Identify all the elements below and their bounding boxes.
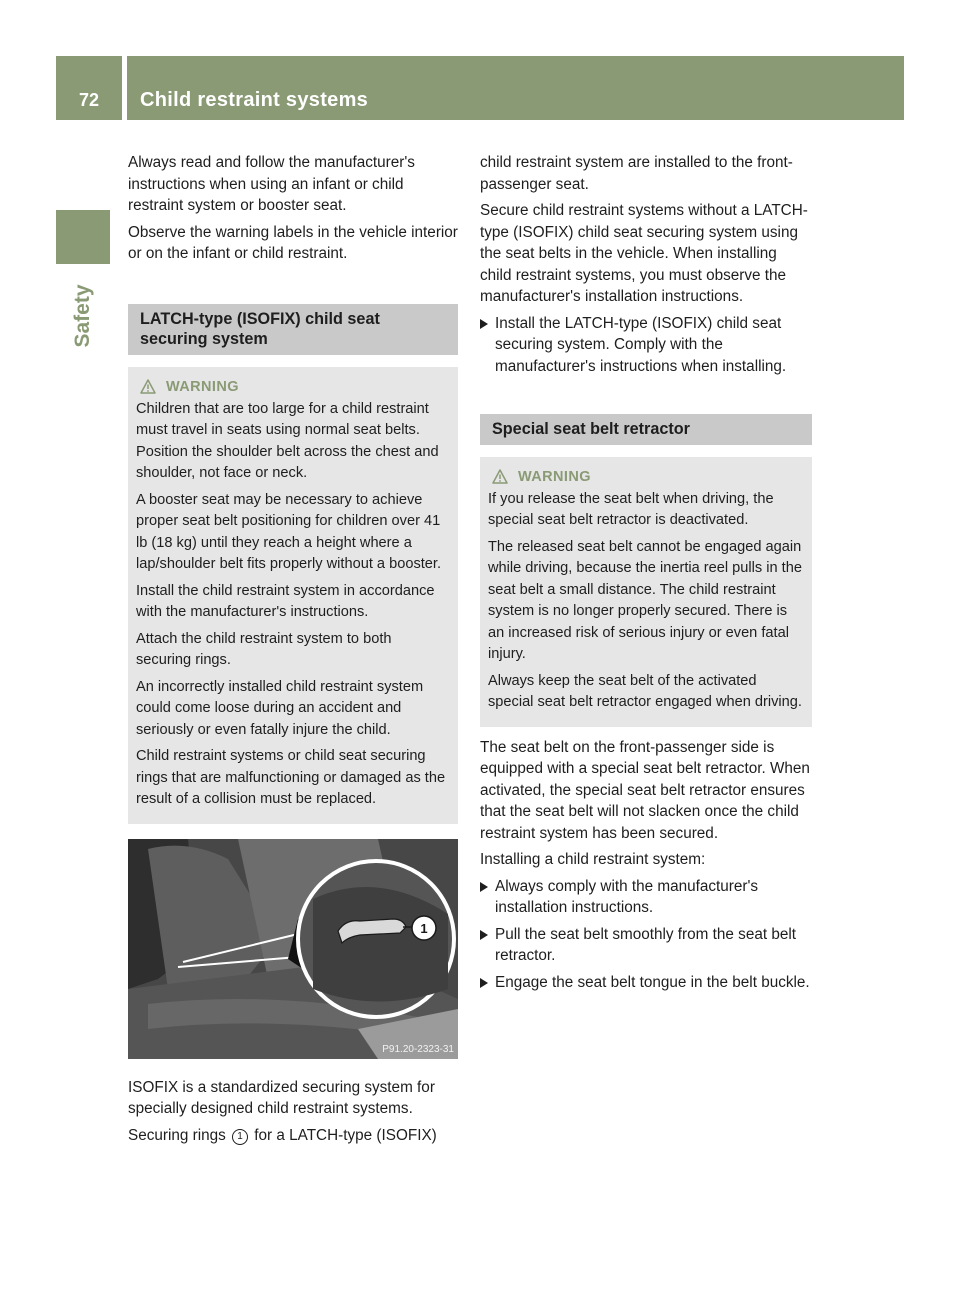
warning-box bbox=[480, 457, 812, 727]
paragraph: Installing a child restraint system: bbox=[480, 851, 706, 868]
instruction-step: Install the LATCH-type (ISOFIX) child seat securing system. Comply with the manufacturer's instructions when installing. bbox=[480, 313, 812, 378]
section-tab-marker bbox=[56, 210, 110, 264]
warning-text: An incorrectly installed child restraint system could come loose during an accident and seriously or even fatally injure the child. bbox=[136, 678, 424, 738]
warning-text: A booster seat may be necessary to achieve proper seat belt positioning for children over 41 lb (18 kg) until they reach a height where a lap/shoulder belt fits properly without a booster. bbox=[136, 491, 442, 572]
paragraph: Secure child restraint systems without a LATCH-type (ISOFIX) child seat securing system using the seat belts in the vehicle. When installing child restraint systems, you must observe the manufacturer's installation instructions. bbox=[480, 202, 808, 305]
reference-marker: 1 bbox=[232, 1129, 248, 1145]
warning-title: WARNING bbox=[492, 469, 804, 485]
instruction-step: Engage the seat belt tongue in the belt buckle. bbox=[480, 972, 812, 994]
intro-paragraph: Observe the warning labels in the vehicle interior or on the infant or child restraint. bbox=[128, 223, 458, 262]
chapter-title: Child restraint systems bbox=[140, 89, 369, 111]
continuation-paragraph: child restraint system are installed to the front-passenger seat. bbox=[480, 154, 793, 193]
page-number: 72 bbox=[78, 90, 100, 110]
page-header bbox=[56, 56, 904, 120]
seat-illustration bbox=[128, 839, 458, 1059]
warning-text: Child restraint systems or child seat securing rings that are malfunctioning or damaged as the result of a collision must be replaced. bbox=[136, 748, 446, 807]
warning-box bbox=[128, 367, 458, 824]
right-column bbox=[480, 152, 812, 998]
arrow-bullet-icon bbox=[480, 876, 495, 919]
warning-text: Children that are too large for a child restraint must travel in seats using normal seat belts. Position the shoulder belt across the chest and shoulder, not face or neck. bbox=[136, 400, 439, 481]
warning-text: Always keep the seat belt of the activated special seat belt retractor engaged when driving. bbox=[488, 672, 802, 710]
arrow-bullet-icon bbox=[480, 313, 495, 378]
left-column bbox=[128, 152, 458, 1151]
warning-text: The released seat belt cannot be engaged again while driving, because the inertia reel pulls in the seat belt a small distance. The child restraint system is no longer properly secured. There is an increased risk of serious injury or even fatal injury. bbox=[488, 538, 802, 662]
figure-code: P91.20-2323-31 bbox=[382, 1043, 454, 1055]
warning-triangle-icon bbox=[140, 379, 156, 394]
warning-title: WARNING bbox=[140, 379, 450, 395]
paragraph: The seat belt on the front-passenger side is equipped with a special seat belt retractor. When activated, the special seat belt retractor ensures that the seat belt will not slacken once the child restraint system has been secured. bbox=[480, 738, 810, 842]
outro-paragraph: ISOFIX is a standardized securing system for specially designed child restraint systems. bbox=[128, 1078, 435, 1117]
figure-callout-number: 1 bbox=[420, 920, 428, 936]
instruction-step: Pull the seat belt smoothly from the seat belt retractor. bbox=[480, 924, 812, 967]
section-heading-latch: LATCH-type (ISOFIX) child seat securing system bbox=[128, 304, 458, 355]
instruction-step: Always comply with the manufacturer's installation instructions. bbox=[480, 876, 812, 919]
header-divider bbox=[122, 56, 127, 120]
section-heading-retractor: Special seat belt retractor bbox=[480, 414, 812, 445]
warning-text: Install the child restraint system in accordance with the manufacturer's instructions. bbox=[136, 582, 435, 620]
seat-isofix-figure bbox=[128, 839, 458, 1059]
warning-text: Attach the child restraint system to both securing rings. bbox=[136, 630, 392, 668]
arrow-bullet-icon bbox=[480, 972, 495, 994]
section-tab-label: Safety bbox=[71, 284, 94, 348]
intro-paragraph: Always read and follow the manufacturer's instructions when using an infant or child restraint system or booster seat. bbox=[128, 154, 415, 214]
warning-triangle-icon bbox=[492, 469, 508, 484]
outro-paragraph: Securing rings 1 for a LATCH-type (ISOFIX) bbox=[128, 1126, 437, 1144]
arrow-bullet-icon bbox=[480, 924, 495, 967]
warning-text: If you release the seat belt when driving, the special seat belt retractor is deactivated. bbox=[488, 490, 774, 528]
